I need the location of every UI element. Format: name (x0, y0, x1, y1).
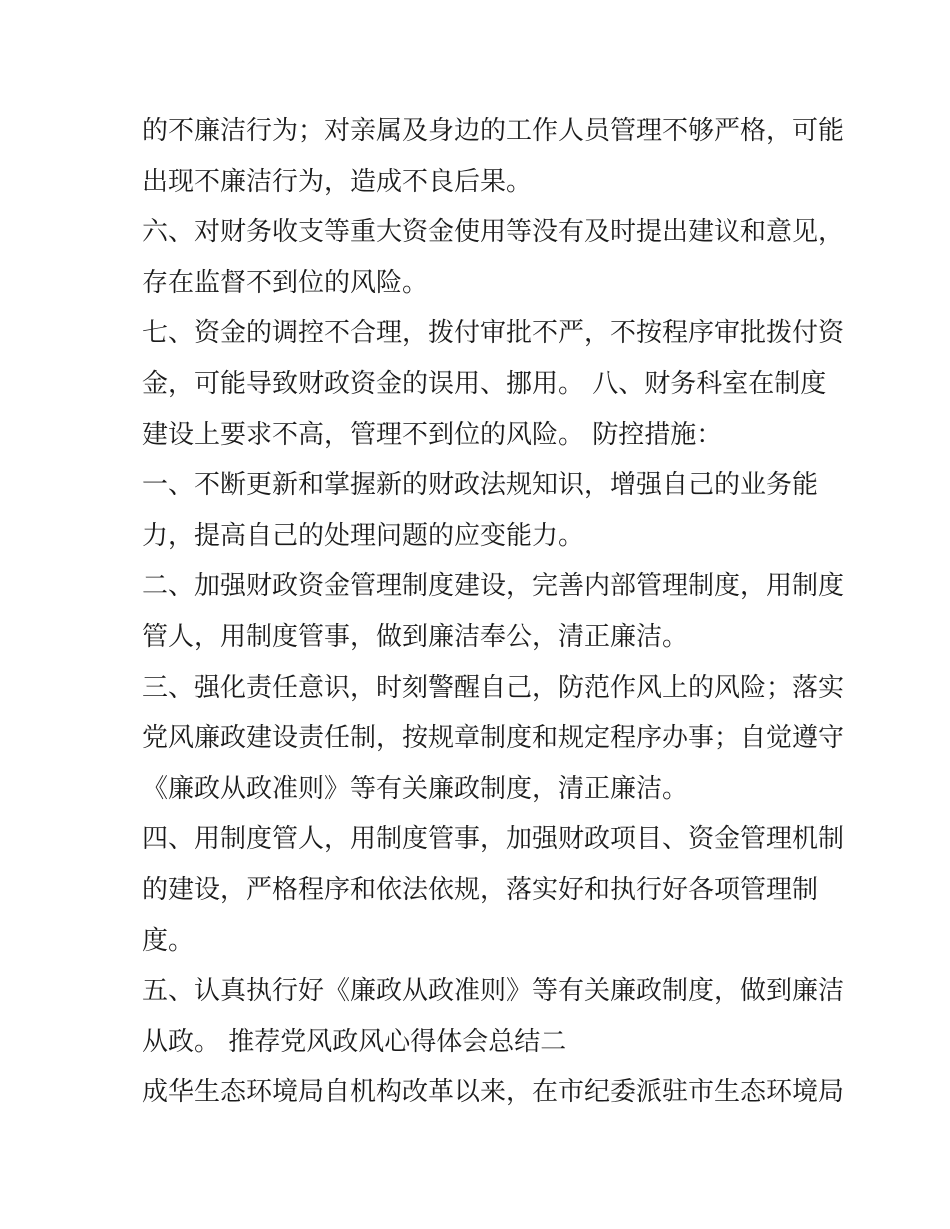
text-line: 的不廉洁行为；对亲属及身边的工作人员管理不够严格，可能 (142, 116, 845, 146)
text-line: 四、用制度管人，用制度管事，加强财政项目、资金管理机制 (142, 824, 845, 855)
text-line: 五、认真执行好《廉政从政准则》等有关廉政制度，做到廉洁 (142, 976, 845, 1007)
text-line: 度。 (142, 925, 195, 956)
text-line: 管人，用制度管事，做到廉洁奉公，清正廉洁。 (142, 621, 689, 652)
text-line: 金，可能导致财政资金的误用、挪用。 八、财务科室在制度 (142, 368, 827, 399)
text-line: 存在监督不到位的风险。 (142, 267, 429, 298)
body-text (142, 106, 845, 1118)
text-line: 三、强化责任意识，时刻警醒自己，防范作风上的风险；落实 (142, 672, 845, 703)
text-line: 出现不廉洁行为，造成不良后果。 (142, 166, 533, 197)
text-line: 成华生态环境局自机构改革以来，在市纪委派驻市生态环境局 (142, 1077, 845, 1108)
text-line: 党风廉政建设责任制，按规章制度和规定程序办事；自觉遵守 (142, 723, 845, 754)
text-line: 一、不断更新和掌握新的财政法规知识，增强自己的业务能 (142, 470, 819, 501)
text-line: 的建设，严格程序和依法依规，落实好和执行好各项管理制 (142, 874, 819, 905)
text-line: 《廉政从政准则》等有关廉政制度，清正廉洁。 (142, 773, 689, 804)
text-line: 建设上要求不高，管理不到位的风险。 防控措施： (142, 419, 723, 450)
text-line: 力，提高自己的处理问题的应变能力。 (142, 520, 585, 551)
text-line: 从政。 推荐党风政风心得体会总结二 (142, 1026, 567, 1057)
text-line: 二、加强财政资金管理制度建设，完善内部管理制度，用制度 (142, 571, 845, 602)
text-line: 七、资金的调控不合理，拨付审批不严，不按程序审批拨付资 (142, 318, 845, 349)
text-line: 六、对财务收支等重大资金使用等没有及时提出建议和意见， (142, 217, 845, 248)
